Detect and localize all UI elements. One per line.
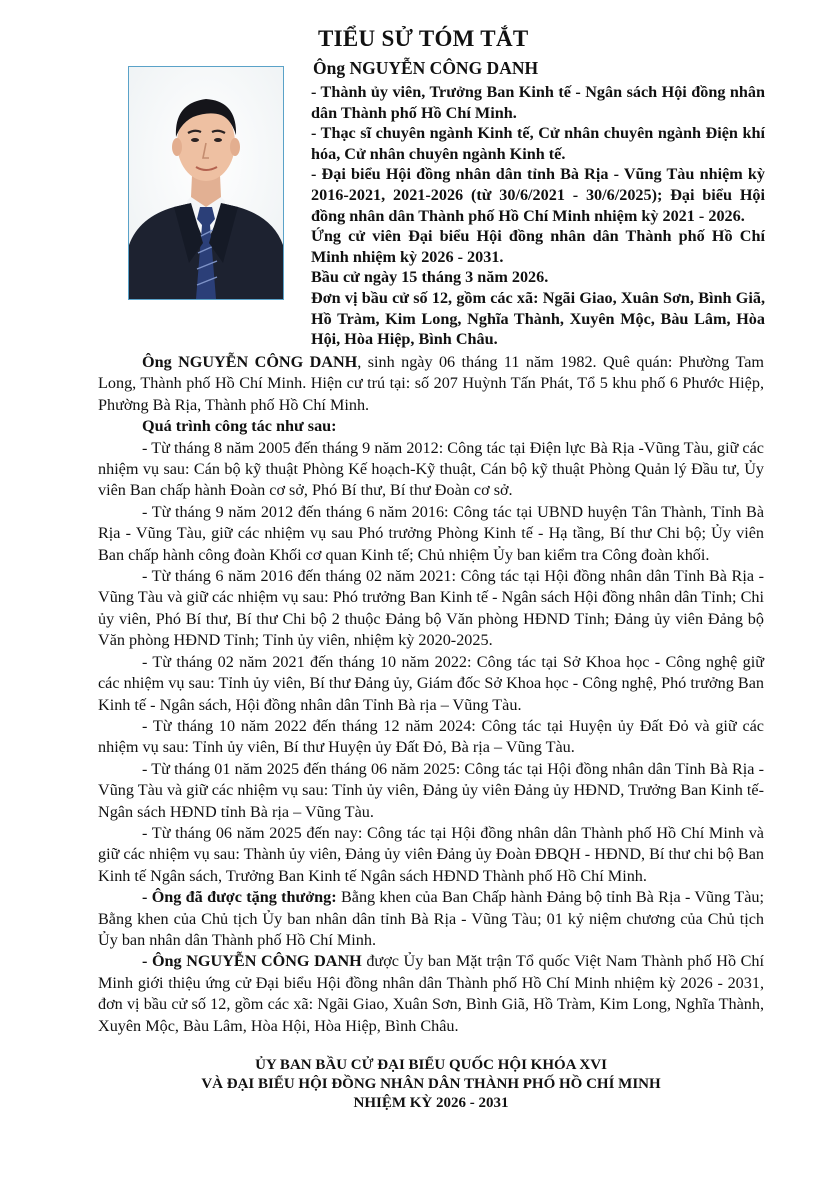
summary-line: Ứng cử viên Đại biểu Hội đồng nhân dân Thành phố Hồ Chí Minh nhiệm kỳ 2026 - 2031. bbox=[311, 227, 765, 266]
biography-body bbox=[98, 352, 764, 1037]
career-item: - Từ tháng 8 năm 2005 đến tháng 9 năm 2012: Công tác tại Điện lực Bà Rịa -Vũng Tàu, giữ các nhiệm vụ sau: Cán bộ kỹ thuật Phòng Kế hoạch-Kỹ thuật, Cán bộ kỹ thuật Phòng Quản lý Đầu tư, Ủy viên Ban chấp hành Đoàn cơ sở, Phó Bí thư, Bí thư Đoàn cơ sở. bbox=[98, 438, 764, 500]
career-item: - Từ tháng 06 năm 2025 đến nay: Công tác tại Hội đồng nhân dân Thành phố Hồ Chí Minh và giữ các nhiệm vụ sau: Thành ủy viên, Đảng ủy viên Đảng ủy Đoàn ĐBQH - HĐND, Bí thư chi bộ Ban Kinh tế Ngân sách, Trưởng Ban Kinh tế Ngân sách HĐND Thành phố Hồ Chí Minh. bbox=[98, 823, 764, 885]
career-item: - Từ tháng 01 năm 2025 đến tháng 06 năm 2025: Công tác tại Hội đồng nhân dân Tỉnh Bà Rịa - Vũng Tàu và giữ các nhiệm vụ sau: Tỉnh ủy viên, Đảng ủy viên Đảng ủy HĐND, Trưởng Ban Kinh tế-Ngân sách HĐND tỉnh Bà rịa – Vũng Tàu. bbox=[98, 759, 764, 821]
awards-label: - Ông đã được tặng thưởng: bbox=[142, 888, 337, 907]
authority-line: VÀ ĐẠI BIỂU HỘI ĐỒNG NHÂN DÂN THÀNH PHỐ HỒ CHÍ MINH bbox=[201, 1076, 661, 1092]
awards-text: Bằng khen của Ban Chấp hành Đảng bộ tỉnh Bà Rịa - Vũng Tàu; Bằng khen của Chủ tịch Ủy ban nhân dân tỉnh Bà Rịa - Vũng Tàu; 01 kỷ niệm chương của Chủ tịch Ủy ban nhân dân Thành phố Hồ Chí Minh. bbox=[98, 888, 764, 949]
candidate-name-heading: Ông NGUYỄN CÔNG DANH bbox=[313, 58, 539, 78]
summary-line: Đơn vị bầu cử số 12, gồm các xã: Ngãi Giao, Xuân Sơn, Bình Giã, Hồ Tràm, Kim Long, Nghĩa Thành, Xuyên Mộc, Bàu Lâm, Hòa Hội, Hòa Hiệp, Bình Châu. bbox=[311, 288, 765, 349]
candidate-portrait bbox=[128, 66, 284, 300]
portrait-illustration bbox=[129, 67, 283, 299]
summary-block bbox=[311, 82, 765, 350]
career-heading-text: Quá trình công tác như sau: bbox=[142, 417, 337, 436]
authority-line: ỦY BAN BẦU CỬ ĐẠI BIỂU QUỐC HỘI KHÓA XVI bbox=[255, 1057, 607, 1073]
summary-line: Bầu cử ngày 15 tháng 3 năm 2026. bbox=[311, 268, 549, 287]
intro-name: Ông NGUYỄN CÔNG DANH bbox=[142, 353, 358, 371]
issuing-authority bbox=[98, 1056, 764, 1113]
career-item: - Từ tháng 10 năm 2022 đến tháng 12 năm 2024: Công tác tại Huyện ủy Đất Đỏ và giữ các nhiệm vụ sau: Tỉnh ủy viên, Bí thư Huyện ủy Đất Đỏ, Bà rịa – Vũng Tàu. bbox=[98, 716, 764, 757]
nomination-text: được Ủy ban Mặt trận Tổ quốc Việt Nam Thành phố Hồ Chí Minh giới thiệu ứng cử Đại biểu Hội đồng nhân dân Thành phố Hồ Chí Minh nhiệm kỳ 2026 - 2031, đơn vị bầu cử số 12, gồm các xã: Ngãi Giao, Xuân Sơn, Bình Giã, Hồ Tràm, Kim Long, Nghĩa Thành, Xuyên Mộc, Bàu Lâm, Hòa Hội, Hòa Hiệp, Bình Châu. bbox=[98, 952, 765, 1035]
authority-term: NHIỆM KỲ 2026 - 2031 bbox=[353, 1095, 509, 1111]
nomination-paragraph bbox=[98, 951, 764, 1037]
nomination-label: - Ông NGUYỄN CÔNG DANH bbox=[142, 952, 362, 971]
career-heading bbox=[98, 416, 764, 437]
summary-line: - Đại biểu Hội đồng nhân dân tỉnh Bà Rịa - Vũng Tàu nhiệm kỳ 2016-2021, 2021-2026 (từ 30/6/2021 - 30/6/2025); Đại biểu Hội đồng nhân dân Thành phố Hồ Chí Minh nhiệm kỳ 2021 - 2026. bbox=[311, 165, 765, 225]
intro-text: , sinh ngày 06 tháng 11 năm 1982. Quê quán: Phường Tam Long, Thành phố Hồ Chí Minh. Hiện cư trú tại: số 207 Huỳnh Tấn Phát, Tổ 5 khu phố 6 Phước Hiệp, Phường Bà Rịa, Thành phố Hồ Chí Minh. bbox=[98, 353, 764, 414]
intro-paragraph bbox=[98, 352, 764, 416]
career-item: - Từ tháng 02 năm 2021 đến tháng 10 năm 2022: Công tác tại Sở Khoa học - Công nghệ giữ các nhiệm vụ sau: Tỉnh ủy viên, Bí thư Đảng ủy, Giám đốc Sở Khoa học - Công nghệ, Phó trưởng Ban Kinh tế - Ngân sách, Hội đồng nhân dân Tỉnh Bà rịa – Vũng Tàu. bbox=[98, 652, 764, 714]
career-item: - Từ tháng 6 năm 2016 đến tháng 02 năm 2021: Công tác tại Hội đồng nhân dân Tỉnh Bà Rịa - Vũng Tàu và giữ các nhiệm vụ sau: Phó trưởng Ban Kinh tế - Ngân sách Hội đồng nhân dân Tỉnh; Chi ủy viên, Phó Bí thư, Bí thư Chi bộ 2 thuộc Đảng bộ Văn phòng HĐND Tỉnh; Đảng ủy viên Đảng bộ Văn phòng HĐND Tỉnh; Tỉnh ủy viên, nhiệm kỳ 2020-2025. bbox=[98, 567, 764, 650]
career-item: - Từ tháng 9 năm 2012 đến tháng 6 năm 2016: Công tác tại UBND huyện Tân Thành, Tỉnh Bà Rịa - Vũng Tàu, giữ các nhiệm vụ sau Phó trưởng Phòng Kinh tế - Hạ tầng, Bí thư Chi bộ; Ủy viên Ban chấp hành công đoàn Khối cơ quan Kinh tế; Chủ nhiệm Ủy ban kiểm tra Công đoàn khối. bbox=[98, 502, 764, 564]
awards-paragraph bbox=[98, 887, 764, 951]
document-title: TIỂU SỬ TÓM TẮT bbox=[318, 26, 529, 51]
summary-line: - Thạc sĩ chuyên ngành Kinh tế, Cử nhân chuyên ngành Điện khí hóa, Cử nhân chuyên ngành Kinh tế. bbox=[311, 124, 765, 163]
summary-line: - Thành ủy viên, Trưởng Ban Kinh tế - Ngân sách Hội đồng nhân dân Thành phố Hồ Chí Minh. bbox=[311, 83, 765, 122]
